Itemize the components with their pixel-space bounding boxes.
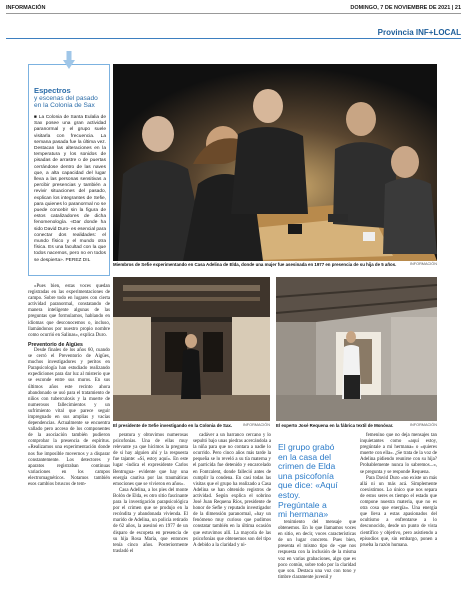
sax-photo [113, 277, 270, 421]
monovar-photo-caption [276, 423, 437, 428]
main-photo [113, 64, 437, 261]
column-1 [28, 284, 110, 488]
column-3 [193, 433, 271, 549]
col3-paragraph: cadáver a un barranco cercano y lo sepultó bajo unas piedras acercándola a la niña para que no contara a nadie lo ocurrido. Pero cinco años más tarde la pequeña se lo reveló a su tía materna y el parricida fue detenido y encarcelado en Fontcalent, donde falleció antes de cumplir la condena. En casi todas las visitas que el grupo ha realizado a Casa Adelina se han obtenido registros de actividad. Según explica el sobrino José Juan Requena Ríos, presidente de honor de Sefie y reputado investigador de la dimensión paranormal, «hay un fenómeno muy curioso que pudimos constatar también en la última ocasión que estuvimos allí. La mayoría de las psicofonías que obtenemos son del tipo A debido a la claridad y ni- [193, 433, 271, 548]
column-4 [278, 520, 356, 581]
sax-caption-text: El presidente de Sefie investigando en la Colonia de Sax. [113, 423, 233, 428]
col1-paragraph: Desde finales de los años 60, cuando se cerró el Preventorio de Aigües, muchos investigadores y peritos en Parapsicología han estudiado realizando expediciones para dar luz al misterio que se esconde entre sus muros. En sus últimos años este recinto ahora abandonado se usó para el tratamiento de niños con tuberculosis y la muerte de numerosos fallecimientos y un sufrimiento vital que parece seguir impregnado en sus amplias y vacías dependencias. Actualmente se encuentra vallado pero acceso de los componentes de la asociación también pudieron comprobar la presencia de espíritus. «Realizamos una experimentación donde nos fue imposible movernos y a disparar constantemente. Los detectores y aparatos registraban continuas variaciones en los campos electromagnéticos. Notamos también esos cambios bruscos de tem- [28, 347, 110, 487]
page-header [6, 2, 461, 14]
monovar-caption-text: El experto José Requena en la fábrica textil de Monóvar. [276, 423, 394, 428]
sidebar-subtitle: y escenas del pasado en la Colonia de Sax [34, 95, 98, 109]
sidebar-title: Espectros [34, 86, 71, 95]
col1-paragraph: «Pues bien, estas voces quedan registradas en las experimentaciones de campo. Sobre todo en lugares con cierta actividad paranormal, constatando de manera inteligente algunas de las preguntas que formulamos, hablando en idiomas que desconocemos o, incluso, llamándonos por nuestro propio nombre como ocurrió en Salinas», explica Duro. [28, 284, 110, 338]
monovar-photo [276, 277, 437, 421]
sidebar-text: ■ La Colonia de Santa Eulalia de Sax posee una gran actividad paranormal y el grupo suele visitarla con frecuencia. La semana pasada fue la última vez. Destacan las alteraciones en la temperatura y los sonidos de pisadas de arrastre o de puertas cerrándose dentro de las naves que, a alta capacidad del lugar lleva a las personas sensitivas a percibir presencias y también a revivir situaciones del pasado, explican los integrantes de Sefie, para quienes lo paranormal no se puede concebir sin la figura de estos catalizadores de dicha fenomenología. «Dar donde ha sido David Duro- es esencial para conectar dos realidades: el mundo físico y el mundo otra física. Es una facultad con la que todos nacemos, pero no en todos se despierta». PEREZ DIL [34, 115, 106, 263]
section-title: Provincia INF+LOCAL [377, 28, 461, 37]
section-rule [6, 38, 461, 39]
header-date: DOMINGO, 7 DE NOVIEMBRE DE 2021 | 21 [350, 4, 461, 11]
main-caption-text: Miembros de Sefie experimentando en Casa Adelina de Elda, donde una mujer fue asesinada en 1977 en presencia de su hija de 5 años. [113, 262, 397, 267]
col2-paragraph: peratura y obtuvimos numerosas psicofonías. Una de ellas muy relevante ya que hicimos la pregunta de si hay alguien ahí y la respuesta fue tajante: «Sí, estoy aquí». En este lugar -indica el expresidente Carlos Bentrugua- evidente que hay una energía cautiva por las traumáticas emociones que se vivieron en años». [113, 433, 188, 487]
col2-paragraph: Casa Adelina, a los pies del monte Bolón de Elda, es otro sitio fascinante para la investigación parapsicológica por el crimen que se produjo en la recóndita y abandonada vivienda. El marido de Adelina, un policía retirado de 62 años, la asesinó en 1977 de un disparo de escopeta en presencia de su hija Rosa María, que entonces tenía cinco años. Posteriormente trasladó el [113, 487, 188, 554]
down-arrow-icon [63, 51, 75, 69]
sax-photo-caption [113, 423, 270, 428]
col5-paragraph: femenino que no deja mensajes tan inquietantes como «aquí estoy, pregúntale a mi hermana» o «quieres muerte con ella». ¿Se trata de la voz de Adelina pidiendo reunirse con su hija? Probablemente nunca lo sabremos...», se pregunta y se responde Requena. [360, 433, 437, 475]
sax-caption-credit: INFORMACIÓN [243, 423, 270, 427]
col4-paragraph: tenimiento del mensaje que obtenemos. En lo que llamamos voces en sitio, en decir, voces características de un lugar concreto. Pues bien, presenta el mismo tipo de -que nos respuesta con la inclusión de la misma voz en varias grabaciones, algo que es poco común, sobre todo por la claridad que son. Destaca una voz con tono y timbre claramente juvenil y [278, 520, 356, 580]
col5-paragraph: Para David Duro «no existe un más allá ni un más acá. Simplemente coexistimos. Lo único que nos separa de estos seres es tiempo el estado que compone nuestra materia, que no es otra cosa que energía». Una energía que lleva a estas apasionados del ocultismo a enfrentarse a lo desconocido, desde un punto de vista científico y objetivo, pero asistiendo a episodios que, sin embargo, ponen a prueba la razón humana. [360, 475, 437, 548]
monovar-caption-credit: INFORMACIÓN [410, 423, 437, 427]
main-caption-credit: INFORMACIÓN [410, 262, 437, 266]
main-photo-caption [113, 262, 437, 267]
subheading-preventorio: Preventorio de Aigües [28, 341, 83, 348]
header-section: INFORMACIÓN [6, 4, 46, 11]
column-5 [360, 433, 437, 549]
sidebar-box [28, 64, 110, 276]
column-2 [113, 433, 188, 555]
pull-quote: El grupo grabó en la casa del crimen de Elda una psicofonía que dice: «Aquí estoy. Pregúntale a mi hermana» [278, 442, 338, 520]
